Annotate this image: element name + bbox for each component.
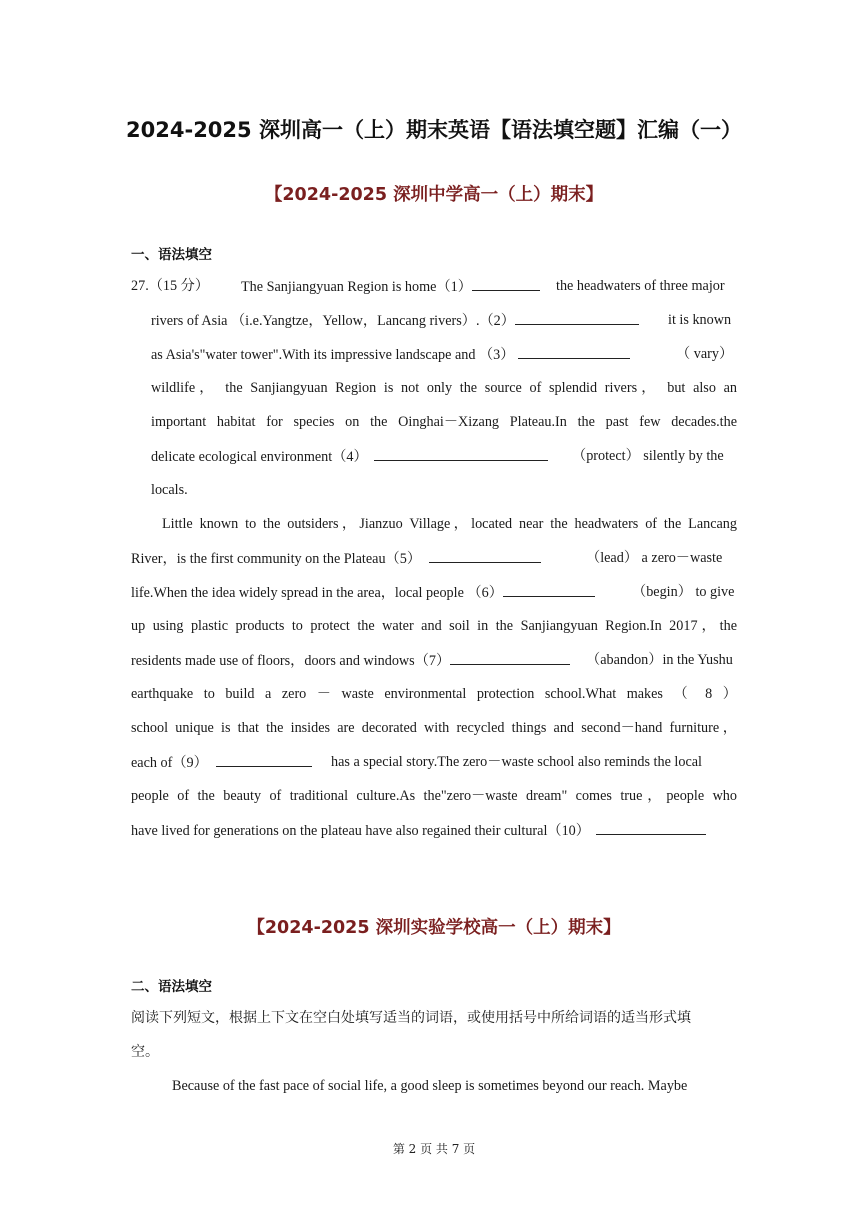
passage-text: people of the beauty of traditional culture.As the"zero－waste dream" comes true，people who (131, 788, 737, 804)
passage-text: River，is the first community on the Plateau（5） (131, 551, 422, 567)
blank-4 (374, 446, 548, 461)
passage-text: earthquake to build a zero － waste environmental protection school.What makes （ 8 ） (131, 686, 737, 702)
passage-text: has a special story.The zero－waste school also reminds the local (331, 754, 702, 770)
passage-text: Because of the fast pace of social life, a good sleep is sometimes beyond our reach. Maybe (172, 1078, 688, 1094)
question-number: 27.（15 分） (131, 278, 210, 294)
passage-text: （ vary） (676, 346, 734, 362)
blank-2 (515, 310, 639, 325)
passage-text: （abandon）in the Yushu (586, 652, 733, 668)
passage-text: each of（9） (131, 755, 208, 771)
passage-text: Little known to the outsiders，Jianzuo Village，located near the headwaters of the Lancang (162, 516, 737, 532)
blank-5 (429, 548, 541, 563)
passage-text: important habitat for species on the Oinghai－Xizang Plateau.In the past few decades.the (151, 414, 737, 430)
blank-6 (503, 582, 595, 597)
passage-line (131, 820, 706, 841)
passage-text: （lead） a zero－waste (586, 550, 723, 566)
section-title-shenzhen-middle-school: 【2024-2025 深圳中学高一（上）期末】 (264, 185, 604, 205)
blank-10 (596, 820, 706, 835)
passage-text: wildlife， the Sanjiangyuan Region is not only the source of splendid rivers， but also an (151, 380, 737, 396)
passage-line (151, 310, 639, 331)
passage-text: residents made use of floors，doors and windows（7） (131, 653, 451, 669)
blank-7 (450, 650, 570, 665)
passage-text: locals. (151, 482, 188, 498)
passage-line (131, 650, 570, 671)
passage-line (131, 582, 595, 603)
passage-line (131, 752, 312, 773)
passage-text: school unique is that the insides are decorated with recycled things and second－hand furniture， (131, 720, 737, 736)
passage-text: （begin） to give (632, 584, 735, 600)
instruction-text: 阅读下列短文，根据上下文在空白处填写适当的词语，或使用括号中所给词语的适当形式填 (131, 1010, 691, 1026)
section-heading-grammar-fill: 一、语法填空 (131, 247, 212, 263)
passage-line (151, 446, 548, 467)
instruction-text: 空。 (131, 1044, 159, 1060)
passage-text: （protect） silently by the (572, 448, 724, 464)
passage-text: up using plastic products to protect the water and soil in the Sanjiangyuan Region.In 2017，the (131, 618, 737, 634)
passage-text: life.When the idea widely spread in the area，local people （6） (131, 585, 503, 601)
passage-text: delicate ecological environment（4） (151, 449, 368, 465)
passage-text: have lived for generations on the plateau have also regained their cultural（10） (131, 823, 590, 839)
document-title: 2024-2025 深圳高一（上）期末英语【语法填空题】汇编（一） (126, 118, 742, 142)
passage-line (151, 344, 630, 365)
blank-9 (216, 752, 312, 767)
section-heading-grammar-fill: 二、语法填空 (131, 979, 212, 995)
passage-text: the headwaters of three major (556, 278, 725, 294)
blank-1 (472, 276, 540, 291)
passage-text: The Sanjiangyuan Region is home（1） (241, 279, 472, 295)
passage-text: it is known (668, 312, 732, 328)
blank-3 (518, 344, 630, 359)
section-title-shenzhen-experimental-school: 【2024-2025 深圳实验学校高一（上）期末】 (247, 918, 621, 938)
passage-text: as Asia's"water tower".With its impressive landscape and （3） (151, 347, 515, 363)
passage-text: rivers of Asia （i.e.Yangtze，Yellow，Lancang rivers）.（2） (151, 313, 515, 329)
passage-line (131, 548, 541, 569)
page-footer: 第 2 页 共 7 页 (392, 1142, 476, 1156)
passage-line (241, 276, 540, 297)
